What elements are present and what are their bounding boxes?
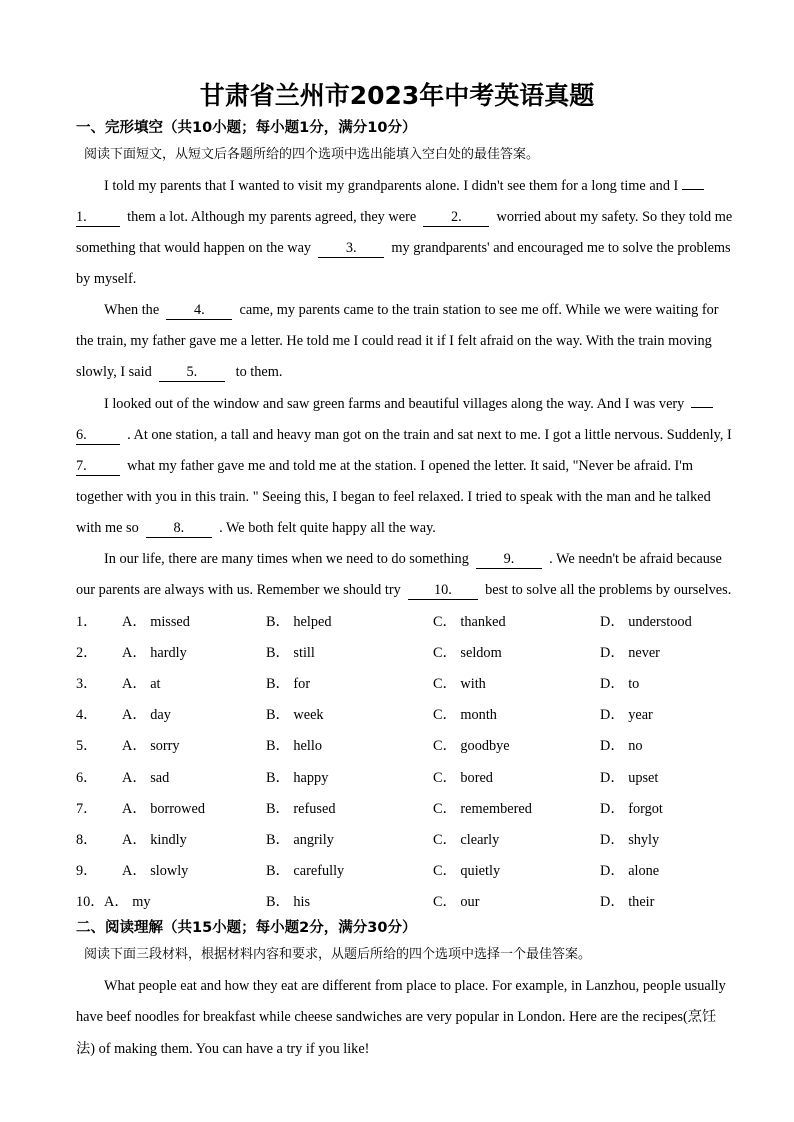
option-row: [76, 674, 752, 694]
blank-1: 1.: [76, 209, 120, 227]
blank-7: 7.: [76, 458, 120, 476]
question-number: 6．: [76, 770, 98, 786]
passage-text: In our life, there are many times when we need to do something: [104, 551, 469, 567]
option-c[interactable]: C． seldom: [433, 645, 502, 661]
passage-text: my grandparents' and encouraged me to solve the problems: [391, 240, 731, 256]
passage-text: worried about my safety. So they told me: [496, 209, 733, 225]
option-row: [76, 799, 752, 819]
section2-heading: 二、阅读理解（共15小题；每小题2分，满分30分）: [76, 920, 417, 936]
option-d[interactable]: D． shyly: [600, 832, 660, 848]
option-c[interactable]: C． quietly: [433, 863, 501, 879]
option-b[interactable]: B． refused: [266, 801, 336, 817]
option-d[interactable]: D． no: [600, 738, 643, 754]
section2-instruction: 阅读下面三段材料，根据材料内容和要求，从题后所给的四个选项中选择一个最佳答案。: [84, 947, 592, 962]
passage-line: [76, 362, 752, 382]
option-row: [76, 612, 752, 632]
passage-line: have beef noodles for breakfast while cheese sandwiches are very popular in London. Here are the recipes(烹饪: [76, 1009, 717, 1025]
question-number: 2．: [76, 645, 98, 661]
passage-text: something that would happen on the way: [76, 240, 312, 256]
passage-text: I looked out of the window and saw green farms and beautiful villages along the way. And I was very: [104, 396, 685, 412]
option-d[interactable]: D． never: [600, 645, 660, 661]
blank-3: 3.: [318, 240, 384, 258]
option-c[interactable]: C． bored: [433, 770, 493, 786]
option-b[interactable]: B． happy: [266, 770, 329, 786]
passage-text: our parents are always with us. Remember we should try: [76, 582, 401, 598]
option-a[interactable]: A． my: [104, 894, 151, 910]
question-number: 4．: [76, 707, 98, 723]
option-row: [76, 768, 752, 788]
option-row: [76, 830, 752, 850]
option-row: [76, 643, 752, 663]
passage-text: best to solve all the problems by ourselves.: [485, 582, 732, 598]
option-c[interactable]: C． with: [433, 676, 486, 692]
section1-instruction: 阅读下面短文，从短文后各题所给的四个选项中选出能填入空白处的最佳答案。: [84, 147, 540, 162]
blank-10: 10.: [408, 582, 478, 600]
option-a[interactable]: A． kindly: [122, 832, 187, 848]
passage-text: slowly, I said: [76, 364, 152, 380]
blank-5: 5.: [159, 364, 225, 382]
option-d[interactable]: D． alone: [600, 863, 660, 879]
passage-line: the train, my father gave me a letter. He told me I could read it if I felt afraid on the way. With the train moving: [76, 333, 712, 349]
option-b[interactable]: B． helped: [266, 614, 332, 630]
passage-line: [76, 580, 752, 600]
option-d[interactable]: D． understood: [600, 614, 692, 630]
option-d[interactable]: D． their: [600, 894, 655, 910]
option-b[interactable]: B． hello: [266, 738, 322, 754]
passage-line: [76, 425, 752, 445]
passage-line: [104, 549, 752, 569]
section1-heading: 一、完形填空（共10小题；每小题1分，满分10分）: [76, 120, 417, 136]
option-b[interactable]: B． week: [266, 707, 324, 723]
passage-text: I told my parents that I wanted to visit my grandparents alone. I didn't see them for a long time and I: [104, 178, 679, 194]
option-c[interactable]: C． month: [433, 707, 497, 723]
passage-line: [104, 300, 752, 320]
option-c[interactable]: C． our: [433, 894, 480, 910]
option-row: [76, 705, 752, 725]
option-b[interactable]: B． still: [266, 645, 315, 661]
blank-4: 4.: [166, 302, 232, 320]
option-b[interactable]: B． carefully: [266, 863, 345, 879]
option-c[interactable]: C． clearly: [433, 832, 500, 848]
exam-title: 甘肃省兰州市2023年中考英语真题: [199, 81, 595, 110]
question-number: 5．: [76, 738, 98, 754]
passage-text: them a lot. Although my parents agreed, they were: [127, 209, 417, 225]
option-a[interactable]: A． hardly: [122, 645, 187, 661]
passage-line: [76, 456, 752, 476]
question-number: 10．: [76, 894, 105, 910]
blank-2: 2.: [423, 209, 489, 227]
passage-text: came, my parents came to the train station to see me off. While we were waiting for: [239, 302, 719, 318]
blank-line: [682, 189, 704, 190]
question-number: 9．: [76, 863, 98, 879]
passage-text: what my father gave me and told me at the station. I opened the letter. It said, "Never be afraid. I'm: [127, 458, 693, 474]
passage-line: 法) of making them. You can have a try if you like!: [76, 1041, 370, 1057]
option-d[interactable]: D． forgot: [600, 801, 663, 817]
option-c[interactable]: C． remembered: [433, 801, 532, 817]
option-b[interactable]: B． for: [266, 676, 311, 692]
option-row: [76, 861, 752, 881]
passage-text: When the: [104, 302, 160, 318]
question-number: 8．: [76, 832, 98, 848]
passage-text: . We needn't be afraid because: [549, 551, 722, 567]
option-row: [76, 892, 752, 912]
option-a[interactable]: A． slowly: [122, 863, 189, 879]
passage-line: [76, 238, 752, 258]
blank-line: [691, 407, 713, 408]
passage-text: to them.: [235, 364, 283, 380]
option-a[interactable]: A． missed: [122, 614, 190, 630]
option-a[interactable]: A． day: [122, 707, 171, 723]
blank-9: 9.: [476, 551, 542, 569]
option-a[interactable]: A． borrowed: [122, 801, 205, 817]
question-number: 1．: [76, 614, 98, 630]
option-d[interactable]: D． upset: [600, 770, 659, 786]
option-c[interactable]: C． goodbye: [433, 738, 510, 754]
option-row: [76, 736, 752, 756]
option-a[interactable]: A． at: [122, 676, 161, 692]
option-d[interactable]: D． year: [600, 707, 653, 723]
option-c[interactable]: C． thanked: [433, 614, 506, 630]
option-b[interactable]: B． angrily: [266, 832, 334, 848]
option-d[interactable]: D． to: [600, 676, 640, 692]
passage-text: . We both felt quite happy all the way.: [219, 520, 436, 536]
passage-line: [104, 176, 752, 196]
passage-line: [76, 518, 752, 538]
question-number: 3．: [76, 676, 98, 692]
option-b[interactable]: B． his: [266, 894, 311, 910]
passage-line: [104, 394, 752, 414]
passage-line: together with you in this train. " Seeing this, I began to feel relaxed. I tried to speak with the man and he talked: [76, 489, 711, 505]
blank-8: 8.: [146, 520, 212, 538]
passage-line: [76, 207, 752, 227]
option-a[interactable]: A． sorry: [122, 738, 180, 754]
passage-line: What people eat and how they eat are different from place to place. For example, in Lanzhou, people usually: [104, 978, 726, 994]
passage-text: . At one station, a tall and heavy man got on the train and sat next to me. I got a little nervous. Suddenly, I: [127, 427, 732, 443]
passage-text: with me so: [76, 520, 139, 536]
option-a[interactable]: A． sad: [122, 770, 170, 786]
blank-6: 6.: [76, 427, 120, 445]
passage-line: by myself.: [76, 271, 137, 287]
question-number: 7．: [76, 801, 98, 817]
